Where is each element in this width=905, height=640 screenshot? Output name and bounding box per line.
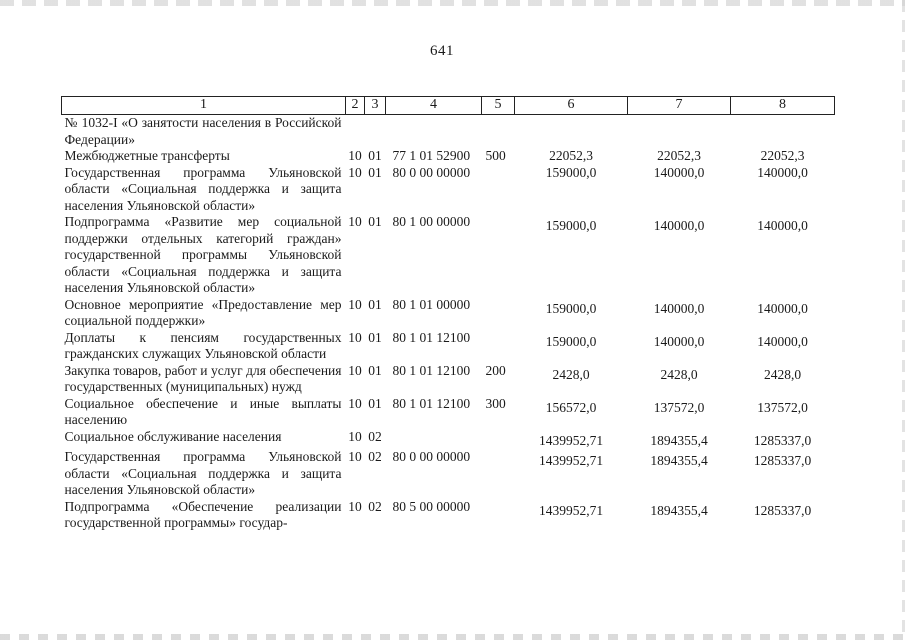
row-amount-col-8: 140000,0	[757, 164, 808, 180]
row-subsection: 01	[368, 329, 382, 345]
row-amount-col-8: 22052,3	[760, 148, 805, 163]
row-name: Основное мероприятие «Предоставление мер социальной поддержки»	[64, 296, 342, 328]
header-col-4: 4	[386, 97, 482, 115]
row-amount-col-7: 140000,0	[653, 333, 705, 349]
row-amount-col-6: 156572,0	[545, 399, 597, 415]
row-amount-col-7: 137572,0	[653, 399, 705, 415]
budget-table	[61, 96, 835, 532]
row-subsection: 01	[368, 164, 382, 180]
row-amount-col-7: 2428,0	[660, 366, 698, 382]
row-amount-col-7: 1894355,4	[650, 502, 708, 518]
row-amount-col-8: 1285337,0	[753, 453, 812, 468]
row-amount-col-6	[515, 115, 628, 149]
row-amount-col-6: 159000,0	[545, 300, 597, 316]
table-row	[62, 165, 835, 215]
row-section: 10	[348, 296, 362, 312]
page-number: 641	[430, 43, 454, 59]
row-section: 10	[348, 428, 362, 444]
row-name: № 1032-I «О занятости населения в Российской Федерации»	[64, 115, 342, 147]
row-subsection: 02	[368, 498, 382, 514]
row-expense-type: 300	[485, 395, 506, 411]
row-target-article: 80 0 00 00000	[392, 164, 471, 180]
row-subsection: 01	[368, 362, 382, 378]
row-target-article	[386, 429, 482, 450]
row-subsection: 01	[368, 395, 382, 411]
row-section: 10	[348, 148, 362, 163]
row-amount-col-8: 140000,0	[757, 218, 808, 233]
row-amount-col-8: 140000,0	[757, 333, 808, 349]
header-col-2: 2	[346, 97, 365, 115]
row-amount-col-7: 140000,0	[653, 300, 705, 316]
row-section: 10	[348, 498, 362, 514]
table-row	[62, 214, 835, 297]
row-expense-type	[482, 115, 515, 149]
row-subsection: 02	[368, 428, 382, 444]
row-expense-type	[482, 330, 515, 363]
row-target-article: 77 1 01 52900	[392, 148, 471, 163]
row-amount-col-6: 159000,0	[545, 218, 597, 233]
row-name: Социальное обеспечение и иные выплаты населению	[64, 395, 342, 427]
row-expense-type	[482, 165, 515, 215]
row-expense-type	[482, 297, 515, 330]
row-section: 10	[348, 329, 362, 345]
row-expense-type: 500	[485, 148, 506, 163]
row-name: Подпрограмма «Развитие мер социальной поддержки отдельных категорий граждан» государственной программы Ульяновской области «Социальная поддержка и защита населения Ульяновской области»	[64, 214, 342, 295]
row-amount-col-8: 140000,0	[757, 300, 808, 316]
row-expense-type	[482, 449, 515, 499]
row-section: 10	[348, 214, 362, 229]
table-row	[62, 115, 835, 149]
table-body	[62, 115, 835, 532]
row-subsection: 02	[368, 449, 382, 464]
row-amount-col-6: 1439952,71	[538, 432, 604, 448]
scan-edge-top	[0, 0, 905, 6]
row-amount-col-7	[628, 115, 731, 149]
header-col-3: 3	[365, 97, 386, 115]
row-amount-col-8: 1285337,0	[753, 502, 812, 518]
row-section	[346, 115, 365, 149]
row-target-article	[386, 115, 482, 149]
header-col-8: 8	[731, 97, 835, 115]
scan-edge-bottom	[0, 634, 905, 640]
row-target-article: 80 1 01 12100	[392, 395, 471, 411]
table-row	[62, 499, 835, 532]
row-amount-col-6: 159000,0	[545, 164, 597, 180]
row-name: Подпрограмма «Обеспечение реализации государственной программы» государ-	[64, 498, 342, 530]
table-row	[62, 148, 835, 165]
row-name: Межбюджетные трансферты	[64, 148, 230, 163]
row-amount-col-6: 2428,0	[552, 366, 590, 382]
row-subsection: 01	[368, 296, 382, 312]
table-row	[62, 330, 835, 363]
table-header	[62, 97, 835, 115]
row-name: Доплаты к пенсиям государственных гражданских служащих Ульяновской области	[64, 329, 342, 361]
row-amount-col-7: 1894355,4	[650, 453, 708, 468]
header-col-6: 6	[515, 97, 628, 115]
table-row	[62, 429, 835, 450]
row-subsection: 01	[368, 214, 382, 229]
table-row	[62, 363, 835, 396]
table-row	[62, 297, 835, 330]
row-amount-col-6: 1439952,71	[538, 453, 604, 468]
row-name: Государственная программа Ульяновской области «Социальная поддержка и защита населения Ульяновской области»	[64, 164, 342, 213]
header-col-5: 5	[482, 97, 515, 115]
row-target-article: 80 0 00 00000	[392, 449, 471, 464]
row-target-article: 80 1 00 00000	[392, 214, 471, 229]
row-expense-type	[482, 499, 515, 532]
table-row	[62, 396, 835, 429]
row-target-article: 80 5 00 00000	[392, 498, 471, 514]
row-section: 10	[348, 449, 362, 464]
row-section: 10	[348, 395, 362, 411]
row-name: Социальное обслуживание населения	[64, 428, 282, 444]
header-col-1: 1	[62, 97, 346, 115]
row-amount-col-8: 2428,0	[763, 366, 802, 382]
row-subsection: 01	[368, 148, 382, 163]
row-expense-type	[482, 214, 515, 297]
row-name: Закупка товаров, работ и услуг для обеспечения государственных (муниципальных) нужд	[64, 362, 342, 394]
row-subsection	[365, 115, 386, 149]
row-expense-type	[482, 429, 515, 450]
row-amount-col-6: 159000,0	[545, 333, 597, 349]
row-target-article: 80 1 01 00000	[392, 296, 471, 312]
row-amount-col-8	[731, 115, 835, 149]
row-amount-col-7: 140000,0	[653, 218, 705, 233]
row-section: 10	[348, 164, 362, 180]
row-amount-col-7: 140000,0	[653, 164, 705, 180]
row-amount-col-7: 1894355,4	[650, 432, 708, 448]
row-amount-col-8: 1285337,0	[753, 432, 812, 448]
row-amount-col-7: 22052,3	[657, 148, 701, 163]
row-amount-col-8: 137572,0	[757, 399, 808, 415]
table-row	[62, 449, 835, 499]
row-amount-col-6: 22052,3	[549, 148, 593, 163]
row-expense-type: 200	[485, 362, 506, 378]
row-amount-col-6: 1439952,71	[538, 502, 604, 518]
row-target-article: 80 1 01 12100	[392, 362, 471, 378]
row-target-article: 80 1 01 12100	[392, 329, 471, 345]
row-section: 10	[348, 362, 362, 378]
header-col-7: 7	[628, 97, 731, 115]
header-row	[62, 97, 835, 115]
row-name: Государственная программа Ульяновской области «Социальная поддержка и защита населения Ульяновской области»	[64, 449, 342, 497]
